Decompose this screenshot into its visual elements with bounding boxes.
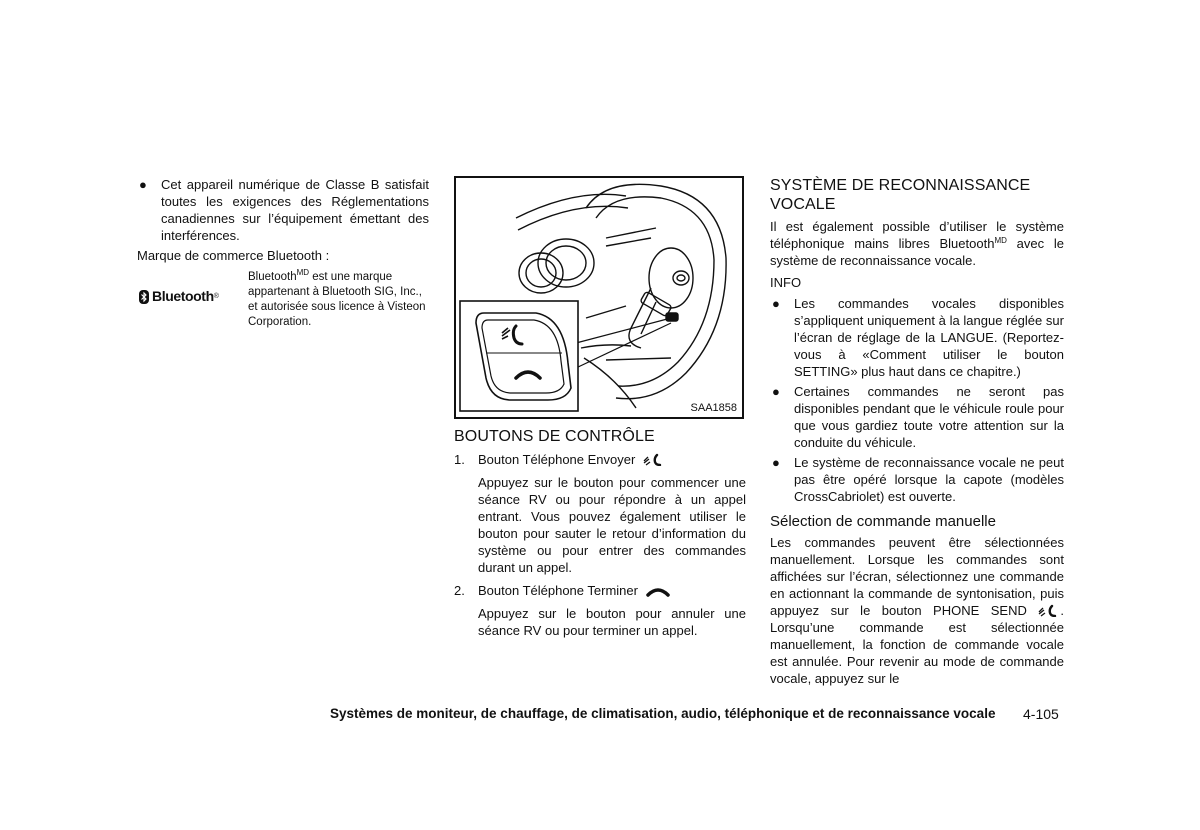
bullet-text: Certaines commandes ne seront pas disponibles pendant que le véhicule roule pour que vous gardiez toute votre attention sur la conduite du véhicule. (794, 384, 1064, 450)
bullet-dot: ● (772, 455, 780, 470)
md-superscript: MD (994, 236, 1007, 245)
section-heading: SYSTÈME DE RECONNAISSANCE VOCALE (770, 177, 1031, 213)
list-item (770, 383, 1064, 451)
bullet-dot: ● (139, 177, 147, 192)
list-item (454, 582, 746, 599)
bullet-text: Les commandes vocales disponibles s’appliquent uniquement à la langue réglée sur l’écran de réglage de la LANGUE. (Reportez-vous à «Comment utiliser le bouton SETTING» plus haut dans ce chapitre.) (794, 296, 1064, 379)
phone-send-icon (643, 453, 665, 466)
bullet-text: Le système de reconnaissance vocale ne peut pas être opéré lorsque la capote (modèles CrossCabriolet) est ouverte. (794, 455, 1064, 504)
bluetooth-rune-icon (139, 290, 149, 304)
subheading: Sélection de commande manuelle (770, 513, 996, 530)
list-item (454, 451, 746, 468)
column-right (770, 176, 1064, 687)
list-item (137, 176, 429, 244)
trademark-name: Bluetooth (248, 271, 297, 283)
trademark-description: est une marque appartenant à Bluetooth SIG, Inc., et autorisée sous licence à Visteon Corporation. (248, 271, 426, 328)
figure-label: SAA1858 (690, 402, 737, 414)
intro-text-end: avec le système de reconnaissance vocale. (770, 236, 1064, 268)
page-number: 4-105 (1023, 706, 1059, 722)
item-number: 1. (454, 452, 465, 467)
bluetooth-trademark (137, 270, 429, 330)
column-left (137, 176, 429, 330)
trademark-heading: Marque de commerce Bluetooth : (137, 248, 330, 263)
item-body: Appuyez sur le bouton pour annuler une séance RV ou pour terminer un appel. (478, 606, 746, 638)
item-title: Bouton Téléphone Terminer (478, 583, 638, 598)
steering-wheel-figure (454, 176, 744, 419)
manual-text-end: . Lorsqu’une commande est sélectionnée manuellement, la fonction de commande vocale est annulée. Pour revenir au mode de commande vocale, appuyez sur le (770, 603, 1064, 686)
intro-paragraph (770, 218, 1064, 269)
phone-send-icon (1038, 604, 1060, 617)
bluetooth-logo-text: Bluetooth (152, 288, 214, 304)
list-item (770, 454, 1064, 505)
bluetooth-logo (139, 288, 218, 305)
bullet-dot: ● (772, 296, 780, 311)
item-number: 2. (454, 583, 465, 598)
list-item (770, 295, 1064, 380)
item-body: Appuyez sur le bouton pour commencer une séance RV ou pour répondre à un appel entrant. Vous pouvez également utiliser le bouton pour sauter le retour d’information du système ou pour entrer des commandes durant un appel. (478, 475, 746, 575)
column-middle (454, 427, 746, 639)
bullet-text: Cet appareil numérique de Classe B satisfait toutes les exigences des Réglementations canadiennes sur l’équipement émettant des interférences. (161, 177, 429, 243)
bluetooth-trademark-text (248, 270, 428, 330)
md-superscript: MD (296, 268, 310, 277)
section-heading: BOUTONS DE CONTRÔLE (454, 428, 655, 445)
phone-end-icon (646, 585, 670, 597)
item-title: Bouton Téléphone Envoyer (478, 452, 636, 467)
manual-text: Les commandes peuvent être sélectionnées manuellement. Lorsque les commandes sont affichées sur l’écran, sélectionnez une commande en actionnant la commande de syntonisation, puis appuyez sur le bouton PHONE SEND (770, 535, 1064, 618)
steering-wheel-illustration (456, 178, 742, 417)
info-label: INFO (770, 275, 802, 290)
intro-text: Il est également possible d’utiliser le système téléphonique mains libres Bluetooth (770, 219, 1064, 251)
manual-paragraph (770, 534, 1064, 687)
registered-mark: ® (213, 293, 219, 300)
footer-title: Systèmes de moniteur, de chauffage, de climatisation, audio, téléphonique et de reconnaissance vocale (330, 706, 996, 721)
bullet-dot: ● (772, 384, 780, 399)
